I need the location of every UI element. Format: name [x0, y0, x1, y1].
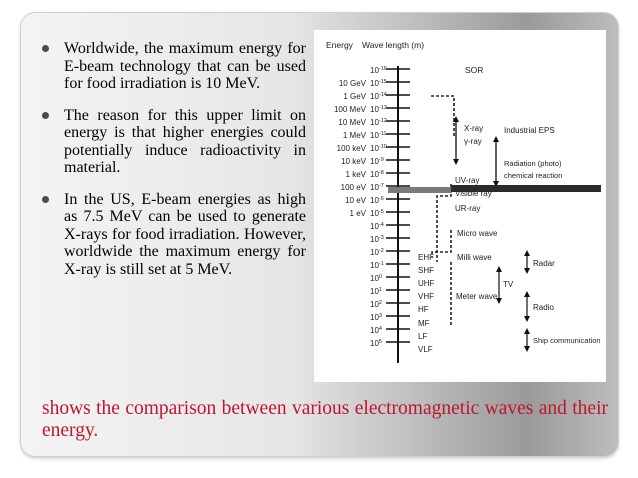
- wavelength-label: $10^3$: [370, 313, 382, 322]
- vhf-label: VHF: [418, 292, 434, 301]
- figure-caption: shows the comparison between various electromagnetic waves and their energy.: [42, 398, 608, 441]
- wavelength-label: $10^{-14}$: [370, 92, 387, 101]
- energy-label: 100 eV: [340, 183, 366, 192]
- wavelength-label: $10^{-16}$: [370, 66, 387, 75]
- wavelength-label: $10^{-11}$: [370, 131, 387, 140]
- wavelength-label: $10^{-1}$: [370, 261, 384, 270]
- wavelength-label: $10^{-12}$: [370, 118, 387, 127]
- energy-label: 1 keV: [345, 170, 366, 179]
- wavelength-label: $10^2$: [370, 300, 382, 309]
- lf-label: LF: [418, 332, 428, 341]
- industrial-eps-label: Industrial EPS: [504, 126, 555, 135]
- em-spectrum-svg: [314, 30, 606, 382]
- wavelength-label: $10^{-13}$: [370, 105, 387, 114]
- energy-label: 10 MeV: [338, 118, 366, 127]
- ir-bracket: [437, 184, 451, 262]
- bullet-item: In the US, E-beam energies as high as 7.5 MeV can be used to generate X-rays for food irradiation. However, worldwide the maximum energy for X-ray is still set at 5 MeV.: [36, 191, 306, 279]
- gamma-ray-label: γ-ray: [464, 137, 482, 146]
- energy-label: 10 GeV: [338, 79, 366, 88]
- sor-label: SOR: [465, 65, 484, 75]
- wavelength-label: $10^{-4}$: [370, 222, 384, 231]
- micro-wave-label: Micro wave: [457, 229, 498, 238]
- sor-bracket: [431, 96, 454, 136]
- wavelength-label: $10^5$: [370, 339, 382, 348]
- bullet-dot-icon: [42, 45, 49, 52]
- wavelength-label: $10^1$: [370, 287, 382, 296]
- energy-label: 100 keV: [336, 144, 366, 153]
- ship-communication-label: Ship communication: [533, 336, 601, 345]
- vlf-label: VLF: [418, 345, 433, 354]
- wavelength-label: $10^{-15}$: [370, 79, 387, 88]
- wavelength-label: $10^{-8}$: [370, 170, 384, 179]
- radio-label: Radio: [533, 303, 554, 312]
- microwave-bracket: [432, 230, 451, 257]
- tv-label: TV: [503, 280, 514, 289]
- mf-label: MF: [418, 319, 430, 328]
- wavelength-label: $10^{-6}$: [370, 196, 384, 205]
- bullet-dot-icon: [42, 112, 49, 119]
- shf-label: SHF: [418, 266, 434, 275]
- xray-label: X-ray: [464, 124, 484, 133]
- energy-label: 10 keV: [341, 157, 366, 166]
- wavelength-label: $10^{-3}$: [370, 235, 384, 244]
- wavelength-label: $10^{-9}$: [370, 157, 384, 166]
- wavelength-label: $10^{-2}$: [370, 248, 384, 257]
- bullet-dot-icon: [42, 196, 49, 203]
- ur-ray-label: UR-ray: [455, 204, 481, 213]
- energy-label: 100 MeV: [333, 105, 366, 114]
- wavelength-label: $10^{-10}$: [370, 144, 387, 153]
- bullet-list: [36, 40, 306, 292]
- visible-ray-label: Visible ray: [455, 189, 492, 198]
- energy-label: 1 MeV: [342, 131, 366, 140]
- energy-header: Energy: [326, 40, 353, 50]
- visible-band: [388, 187, 452, 193]
- energy-label: 1 eV: [349, 209, 366, 218]
- energy-label: 1 GeV: [343, 92, 366, 101]
- em-spectrum-figure: [314, 30, 606, 382]
- wavelength-label: $10^4$: [370, 326, 382, 335]
- chemical-reaction-label: chemical reaction: [504, 171, 563, 180]
- uv-ray-label: UV-ray: [455, 176, 480, 185]
- meter-wave-label: Meter wave: [456, 292, 498, 301]
- ehf-label: EHF: [418, 253, 434, 262]
- radar-label: Radar: [533, 259, 555, 268]
- wavelength-label: $10^{-7}$: [370, 183, 384, 192]
- wavelength-label: $10^{-5}$: [370, 209, 384, 218]
- wavelength-label: $10^0$: [370, 274, 382, 283]
- bullet-item: Worldwide, the maximum energy for E-beam technology that can be used for food irradiation is 10 MeV.: [36, 40, 306, 93]
- radiation-label: Radiation (photo): [504, 159, 562, 168]
- bullet-item: The reason for this upper limit on energy is that higher energies could potentially induce radioactivity in material.: [36, 107, 306, 177]
- wavelength-header: Wave length (m): [362, 40, 425, 50]
- wavelength-labels: [370, 66, 387, 348]
- milli-wave-label: Milli wave: [457, 253, 492, 262]
- energy-label: 10 eV: [345, 196, 366, 205]
- hf-label: HF: [418, 305, 429, 314]
- energy-labels: [334, 79, 367, 218]
- uhf-label: UHF: [418, 279, 435, 288]
